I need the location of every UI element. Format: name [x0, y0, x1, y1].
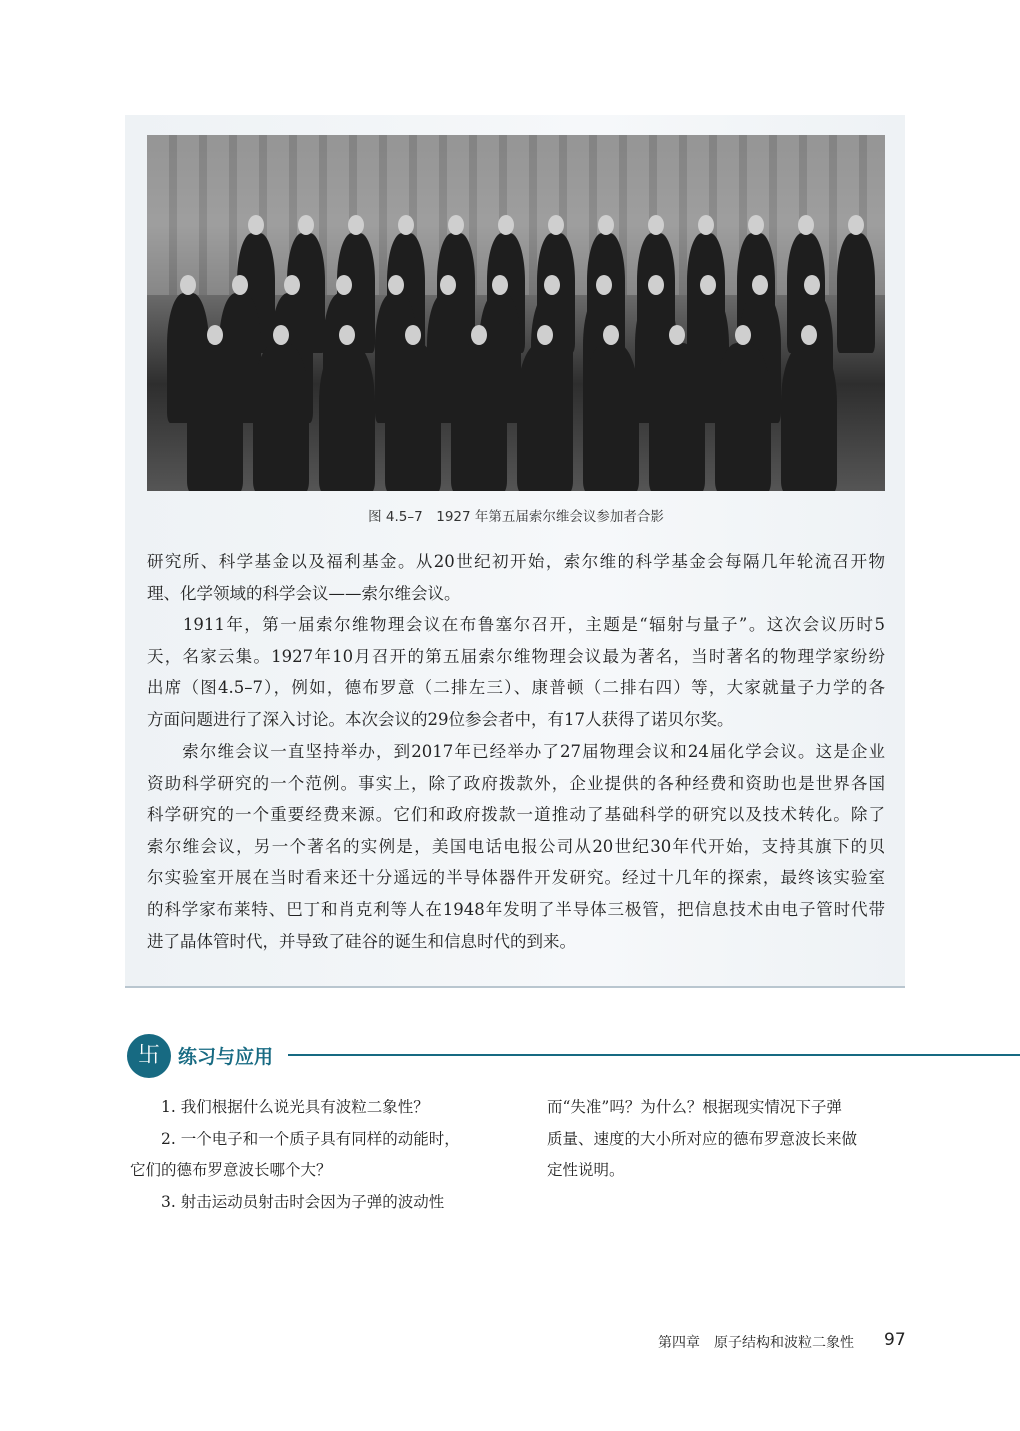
person-head: [798, 215, 814, 235]
person-figure: [781, 343, 837, 491]
exercise-line: 2. 一个电子和一个质子具有同样的动能时，: [130, 1129, 460, 1148]
person-head: [448, 215, 464, 235]
person-head: [284, 275, 300, 295]
person-head: [735, 325, 751, 345]
paragraph-line: 1911年，第一届索尔维物理会议在布鲁塞尔召开，主题是“辐射与量子”。这次会议历时5: [147, 615, 885, 634]
person-head: [440, 275, 456, 295]
person-figure: [649, 343, 705, 491]
person-figure: [253, 343, 309, 491]
person-head: [207, 325, 223, 345]
paragraph-line: 研究所、科学基金以及福利基金。从20世纪初开始，索尔维的科学基金会每隔几年轮流召开物: [147, 552, 885, 571]
exercise-line: 而“失准”吗？为什么？根据现实情况下子弹: [547, 1098, 842, 1116]
person-head: [596, 275, 612, 295]
paragraph-line: 进了晶体管时代，并导致了硅谷的诞生和信息时代的到来。: [147, 931, 576, 951]
person-head: [603, 325, 619, 345]
person-head: [498, 215, 514, 235]
person-head: [648, 215, 664, 235]
person-head: [648, 275, 664, 295]
figure-caption: 图 4.5–7 1927 年第五届索尔维会议参加者合影: [368, 509, 664, 525]
person-head: [471, 325, 487, 345]
person-head: [348, 215, 364, 235]
person-head: [669, 325, 685, 345]
exercise-right-column: [547, 1092, 905, 1187]
person-head: [273, 325, 289, 345]
person-head: [848, 215, 864, 235]
person-head: [388, 275, 404, 295]
person-head: [248, 215, 264, 235]
person-head: [548, 215, 564, 235]
exercise-title-rule: [288, 1054, 1020, 1056]
paragraph-line: 尔实验室开展在当时看来还十分遥远的半导体器件开发研究。经过十几年的探索，最终该实验室: [147, 868, 885, 888]
person-head: [804, 275, 820, 295]
exercise-line: 它们的德布罗意波长哪个大？: [130, 1161, 332, 1180]
page-number: 97: [884, 1330, 906, 1350]
person-head: [752, 275, 768, 295]
paragraph-line: 科学研究的一个重要经费来源。它们和政府拨款一道推动了基础科学的研究以及技术转化。除了: [147, 805, 885, 825]
paragraph-line: 资助科学研究的一个范例。事实上，除了政府拨款外，企业提供的各种经费和资助也是世界各国: [147, 773, 885, 793]
person-head: [700, 275, 716, 295]
person-figure: [451, 343, 507, 491]
person-figure: [319, 343, 375, 491]
person-head: [180, 275, 196, 295]
paragraph-3: [147, 736, 885, 957]
paragraph-line: 的科学家布莱特、巴丁和肖克利等人在1948年发明了半导体三极管，把信息技术由电子管时代带: [147, 899, 885, 919]
paragraph-line: 出席（图4.5–7），例如，德布罗意（二排左三）、康普顿（二排右四）等，大家就量子力学的各: [147, 678, 885, 698]
paragraph-2: [147, 609, 885, 735]
paragraph-line: 方面问题进行了深入讨论。本次会议的29位参会者中，有17人获得了诺贝尔奖。: [147, 709, 734, 729]
paragraph-line: 索尔维会议，另一个著名的实例是，美国电话电报公司从20世纪30年代开始，支持其旗下的贝: [147, 836, 885, 856]
person-figure: [187, 343, 243, 491]
person-head: [405, 325, 421, 345]
person-head: [232, 275, 248, 295]
solvay-conference-photo: [147, 135, 885, 491]
exercise-line: 3. 射击运动员射击时会因为子弹的波动性: [130, 1192, 445, 1211]
exercise-left-column: [130, 1092, 502, 1218]
person-head: [698, 215, 714, 235]
person-head: [298, 215, 314, 235]
person-head: [339, 325, 355, 345]
person-figure: [837, 233, 875, 353]
section-divider: [125, 986, 905, 988]
exercise-icon: 卐: [127, 1034, 171, 1078]
person-head: [598, 215, 614, 235]
paragraph-1: [147, 546, 885, 609]
person-figure: [583, 343, 639, 491]
person-head: [492, 275, 508, 295]
person-head: [398, 215, 414, 235]
exercise-section-title: 练习与应用: [178, 1046, 274, 1068]
paragraph-line: 天，名家云集。1927年10月召开的第五届索尔维物理会议最为著名，当时著名的物理学家纷纷: [147, 646, 885, 666]
exercise-line: 定性说明。: [547, 1161, 625, 1180]
person-head: [544, 275, 560, 295]
person-head: [748, 215, 764, 235]
paragraph-line: 理、化学领域的科学会议——索尔维会议。: [147, 583, 461, 603]
person-head: [336, 275, 352, 295]
person-figure: [385, 343, 441, 491]
footer-chapter-title: 第四章 原子结构和波粒二象性: [658, 1335, 854, 1351]
exercise-line: 1. 我们根据什么说光具有波粒二象性？: [130, 1098, 429, 1116]
paragraph-line: 索尔维会议一直坚持举办，到2017年已经举办了27届物理会议和24届化学会议。这是企业: [147, 742, 885, 761]
person-head: [537, 325, 553, 345]
person-head: [801, 325, 817, 345]
person-figure: [517, 343, 573, 491]
exercise-line: 质量、速度的大小所对应的德布罗意波长来做: [547, 1129, 858, 1148]
person-figure: [715, 343, 771, 491]
